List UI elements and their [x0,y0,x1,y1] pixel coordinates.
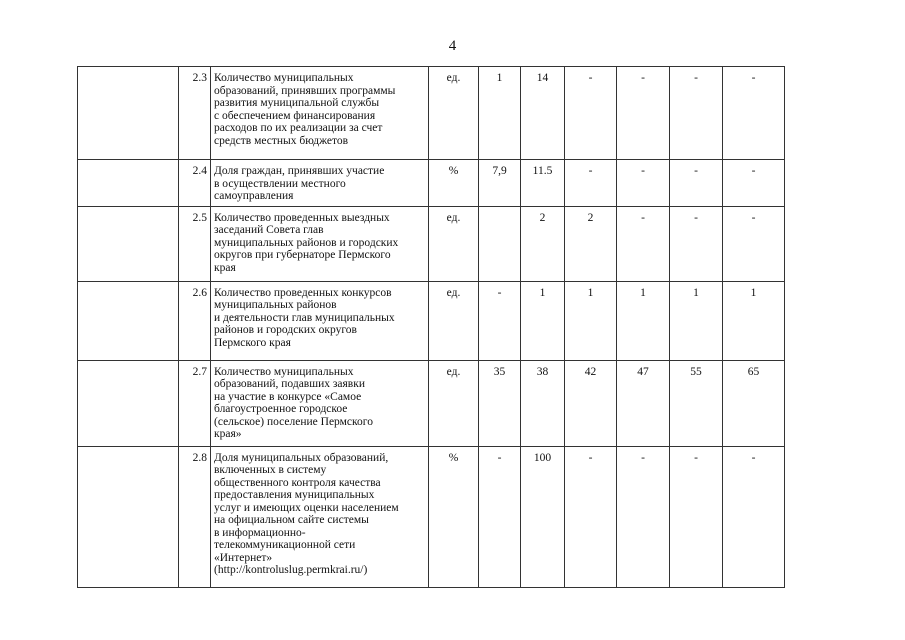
indicator-name-line: Пермского края [214,336,291,349]
row-blank-cell [78,160,179,207]
indicator-name [211,446,429,587]
indicator-name [211,206,429,281]
value-cell: 55 [670,360,723,446]
value-cell: - [617,446,670,587]
value-cell: 2 [565,206,617,281]
value-cell: - [565,160,617,207]
table-row [78,446,785,587]
indicator-name [211,160,429,207]
row-number: 2.5 [179,206,211,281]
indicator-name-line: предоставления муниципальных [214,489,375,501]
row-blank-cell [78,446,179,587]
value-cell: - [670,67,723,160]
value-cell: - [617,67,670,160]
value-cell: - [617,160,670,207]
value-cell: 14 [521,67,565,160]
indicator-name-line: округов при губернаторе Пермского [214,249,391,261]
indicator-name-line: края» [214,428,242,440]
unit-cell: ед. [429,360,479,446]
value-cell: - [670,206,723,281]
indicator-name [211,360,429,446]
indicator-name-line: образований, принявших программы [214,84,396,97]
value-cell: - [617,206,670,281]
unit-cell: ед. [429,67,479,160]
value-cell: 1 [617,281,670,360]
row-blank-cell [78,67,179,160]
unit-cell: % [429,446,479,587]
value-cell: 7,9 [479,160,521,207]
indicator-name-line: Количество муниципальных [214,72,354,84]
indicator-name-line: благоустроенное городское [214,403,348,415]
indicator-name-line: развития муниципальной службы [214,97,380,109]
unit-cell: % [429,160,479,207]
value-cell: 38 [521,360,565,446]
value-cell: 1 [521,281,565,360]
value-cell: 1 [723,281,785,360]
indicator-name-line: на официальном сайте системы [214,514,369,526]
value-cell: - [479,281,521,360]
value-cell: - [565,67,617,160]
row-number: 2.8 [179,446,211,587]
indicator-name-line: услуг и имеющих оценки населением [214,501,399,514]
indicator-name-line: на участие в конкурсе «Самое [214,390,362,403]
value-cell: 35 [479,360,521,446]
indicator-name-line: в осуществлении местного [214,177,346,190]
value-cell: - [723,206,785,281]
table-row [78,281,785,360]
indicator-name-line: Доля муниципальных образований, [214,451,389,464]
table-row [78,360,785,446]
indicator-name-line: средств местных бюджетов [214,134,349,147]
value-cell: 65 [723,360,785,446]
indicator-name [211,67,429,160]
indicator-name-line: и деятельности глав муниципальных [214,311,395,324]
indicators-table-body [78,67,785,588]
row-number: 2.3 [179,67,211,160]
value-cell: 2 [521,206,565,281]
unit-cell: ед. [429,206,479,281]
indicator-name-line: расходов по их реализации за счет [214,122,383,134]
value-cell: 1 [565,281,617,360]
indicator-name-line: в информационно- [214,526,306,539]
value-cell: 42 [565,360,617,446]
table-row [78,67,785,160]
indicator-name-line: заседаний Совета глав [214,224,324,236]
indicator-name-line: самоуправления [214,190,294,202]
value-cell: - [565,446,617,587]
value-cell: 100 [521,446,565,587]
indicator-name-line: Количество проведенных выездных [214,211,390,224]
indicator-name-line: Количество муниципальных [214,365,354,378]
row-number: 2.7 [179,360,211,446]
indicator-name-line: образований, подавших заявки [214,378,365,390]
row-number: 2.4 [179,160,211,207]
row-blank-cell [78,360,179,446]
indicator-name-line: муниципальных районов и городских [214,236,399,249]
indicator-name-line: телекоммуникационной сети [214,539,356,551]
value-cell: 1 [670,281,723,360]
indicator-name-line: края [214,261,236,274]
indicator-name-line: «Интернет» [214,551,273,564]
indicator-name-line: (сельское) поселение Пермского [214,415,373,428]
indicator-name-line: (http://kontroluslug.permkrai.ru/) [214,564,368,576]
row-number: 2.6 [179,281,211,360]
row-blank-cell [78,206,179,281]
value-cell: - [723,160,785,207]
indicator-name-line: включенных в систему [214,464,327,476]
table-row [78,206,785,281]
value-cell [479,206,521,281]
value-cell: 1 [479,67,521,160]
value-cell: - [723,67,785,160]
page-number: 4 [448,38,457,54]
indicator-name-line: общественного контроля качества [214,476,381,489]
indicator-name-line: Доля граждан, принявших участие [214,165,385,177]
unit-cell: ед. [429,281,479,360]
indicator-name-line: Количество проведенных конкурсов [214,286,392,299]
value-cell: - [479,446,521,587]
value-cell: - [670,446,723,587]
indicators-table [77,66,785,588]
value-cell: - [670,160,723,207]
value-cell: 11.5 [521,160,565,207]
table-row [78,160,785,207]
indicator-name-line: с обеспечением финансирования [214,109,376,122]
value-cell: - [723,446,785,587]
indicator-name [211,281,429,360]
value-cell: 47 [617,360,670,446]
indicator-name-line: районов и городских округов [214,324,357,336]
indicator-name-line: муниципальных районов [214,299,337,311]
row-blank-cell [78,281,179,360]
